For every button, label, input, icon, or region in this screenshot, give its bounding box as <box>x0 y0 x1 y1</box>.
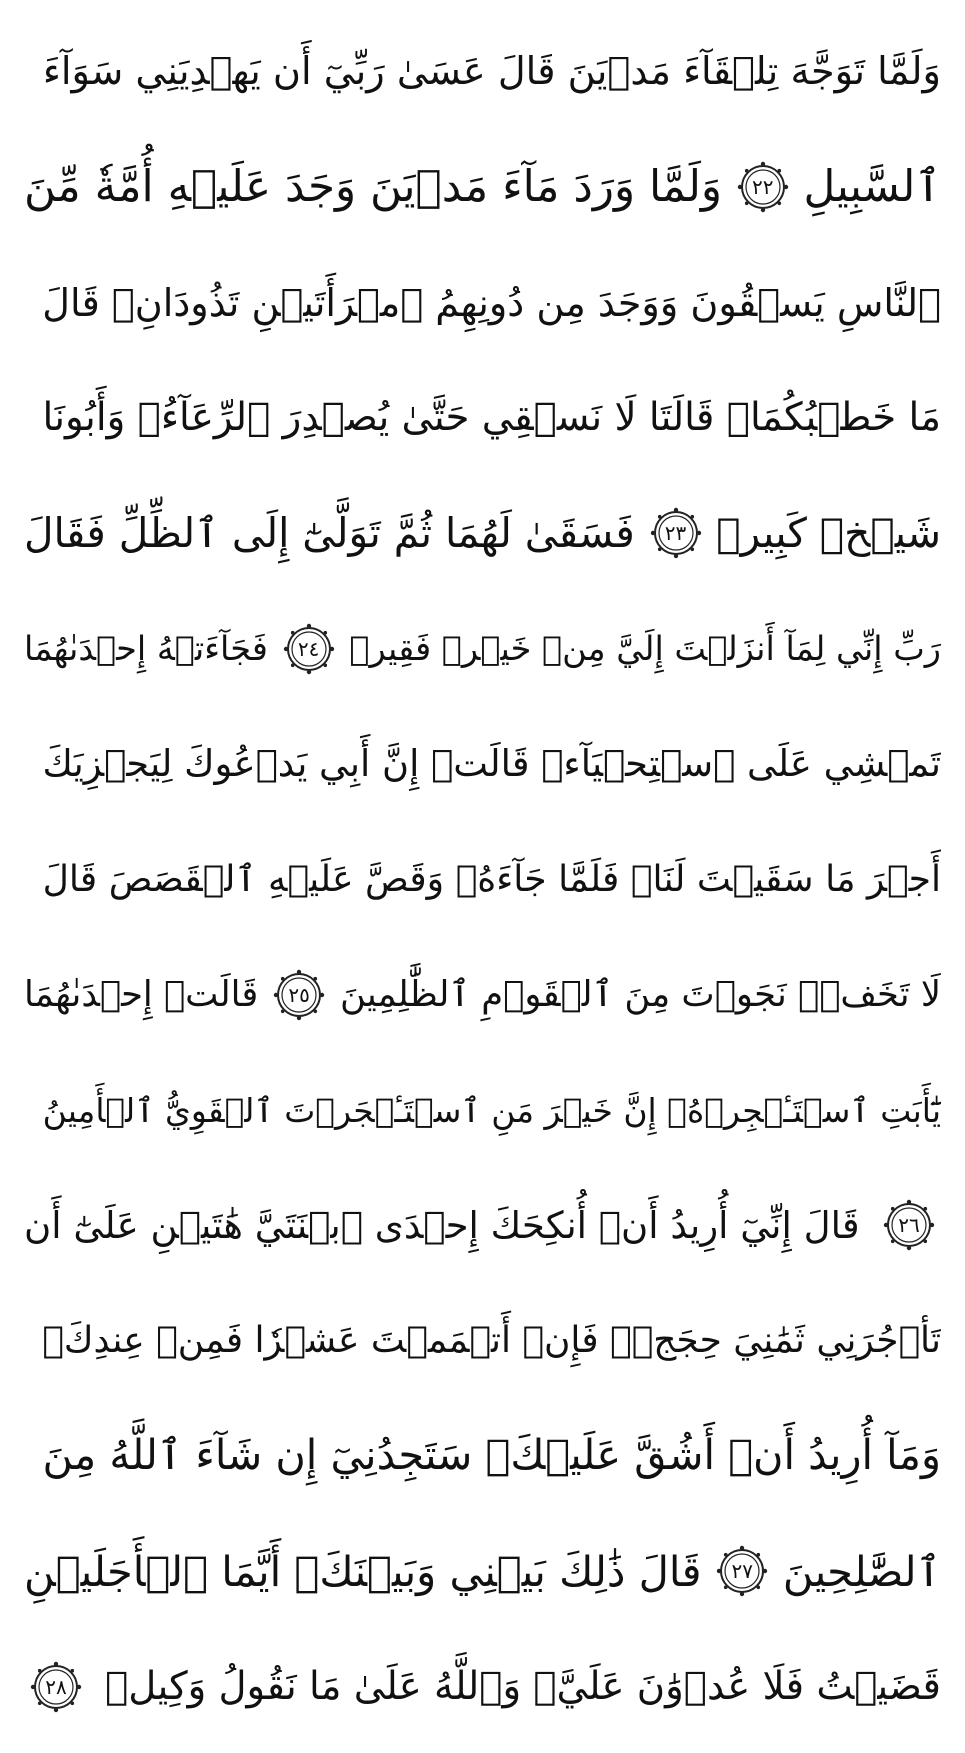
text-line-1 <box>24 18 941 126</box>
line-text: قَضَيۡتُ فَلَا عُدۡوَٰنَ عَلَيَّۖ وَٱللَّهُ عَلَىٰ مَا نَقُولُ وَكِيلٞ <box>105 1663 941 1709</box>
text-line-2 <box>24 133 941 241</box>
text-line-12 <box>24 1287 941 1395</box>
text-line-6 <box>24 595 941 703</box>
text-line-5 <box>24 479 941 587</box>
text-line-7 <box>24 710 941 818</box>
line-text: ٱلسَّبِيلِ <box>803 161 941 213</box>
verse-number: ٢٣ <box>664 521 687 546</box>
line-text: قَالَ إِنِّيٓ أُرِيدُ أَنۡ أُنكِحَكَ إِحۡدَى ٱبۡنَتَيَّ هَٰتَيۡنِ عَلَىٰٓ أَن <box>24 1203 860 1247</box>
text-line-15 <box>24 1633 941 1741</box>
line-text: يَٰٓأَبَتِ ٱسۡتَـٔۡجِرۡهُۖ إِنَّ خَيۡرَ مَنِ ٱسۡتَـٔۡجَرۡتَ ٱلۡقَوِيُّ ٱلۡأَمِينُ <box>42 1090 941 1130</box>
verse-end-marker <box>737 161 789 213</box>
line-text: وَلَمَّا وَرَدَ مَآءَ مَدۡيَنَ وَجَدَ عَلَيۡهِ أُمَّةٗ مِّنَ <box>24 161 723 213</box>
line-text: وَلَمَّا تَوَجَّهَ تِلۡقَآءَ مَدۡيَنَ قَالَ عَسَىٰ رَبِّيٓ أَن يَهۡدِيَنِي سَوَآءَ <box>42 49 941 94</box>
text-line-10 <box>24 1056 941 1164</box>
text-line-9 <box>24 941 941 1049</box>
verse-number: ٢٦ <box>898 1213 920 1238</box>
text-line-11 <box>24 1171 941 1279</box>
text-line-14 <box>24 1517 941 1625</box>
line-text: تَمۡشِي عَلَى ٱسۡتِحۡيَآءٖ قَالَتۡ إِنَّ أَبِي يَدۡعُوكَ لِيَجۡزِيَكَ <box>42 741 941 785</box>
verse-end-marker <box>273 969 325 1021</box>
verse-number: ٢٨ <box>45 1674 67 1699</box>
verse-end-marker <box>650 507 702 559</box>
verse-number: ٢٧ <box>731 1559 753 1584</box>
line-text: أَجۡرَ مَا سَقَيۡتَ لَنَاۚ فَلَمَّا جَآءَهُۥ وَقَصَّ عَلَيۡهِ ٱلۡقَصَصَ قَالَ <box>42 857 941 901</box>
verse-end-marker <box>716 1545 768 1597</box>
line-text: لَا تَخَفۡۖ نَجَوۡتَ مِنَ ٱلۡقَوۡمِ ٱلظَّٰلِمِينَ <box>339 974 941 1016</box>
text-line-4 <box>24 364 941 472</box>
text-line-8 <box>24 825 941 933</box>
verse-end-marker <box>30 1661 82 1713</box>
line-text: ٱلصَّٰلِحِينَ <box>782 1546 941 1596</box>
text-line-3 <box>24 249 941 357</box>
line-text: قَالَ ذَٰلِكَ بَيۡنِي وَبَيۡنَكَۖ أَيَّمَا ٱلۡأَجَلَيۡنِ <box>24 1546 702 1596</box>
line-text: رَبِّ إِنِّي لِمَآ أَنزَلۡتَ إِلَيَّ مِنۡ خَيۡرٖ فَقِيرٞ <box>349 628 941 668</box>
line-text: ٱلنَّاسِ يَسۡقُونَ وَوَجَدَ مِن دُونِهِمُ ٱمۡرَأَتَيۡنِ تَذُودَانِۖ قَالَ <box>42 280 941 325</box>
text-line-13 <box>24 1402 941 1510</box>
verse-end-marker <box>283 623 335 675</box>
line-text: فَسَقَىٰ لَهُمَا ثُمَّ تَوَلَّىٰٓ إِلَى ٱلظِّلِّ فَقَالَ <box>24 509 635 558</box>
line-text: وَمَآ أُرِيدُ أَنۡ أَشُقَّ عَلَيۡكَۚ سَتَجِدُنِيٓ إِن شَآءَ ٱللَّهُ مِنَ <box>42 1431 941 1480</box>
verse-number: ٢٤ <box>297 636 320 661</box>
verse-number: ٢٥ <box>288 982 310 1007</box>
line-text: شَيۡخٞ كَبِيرٞ <box>716 509 941 558</box>
verse-number: ٢٢ <box>752 175 774 200</box>
verse-end-marker <box>883 1199 935 1251</box>
line-text: قَالَتۡ إِحۡدَىٰهُمَا <box>24 974 259 1016</box>
line-text: تَأۡجُرَنِي ثَمَٰنِيَ حِجَجٖۖ فَإِنۡ أَتۡمَمۡتَ عَشۡرٗا فَمِنۡ عِندِكَۖ <box>42 1319 941 1361</box>
line-text: فَجَآءَتۡهُ إِحۡدَىٰهُمَا <box>24 628 268 668</box>
line-text: مَا خَطۡبُكُمَاۖ قَالَتَا لَا نَسۡقِي حَتَّىٰ يُصۡدِرَ ٱلرِّعَآءُۖ وَأَبُونَا <box>42 394 941 440</box>
